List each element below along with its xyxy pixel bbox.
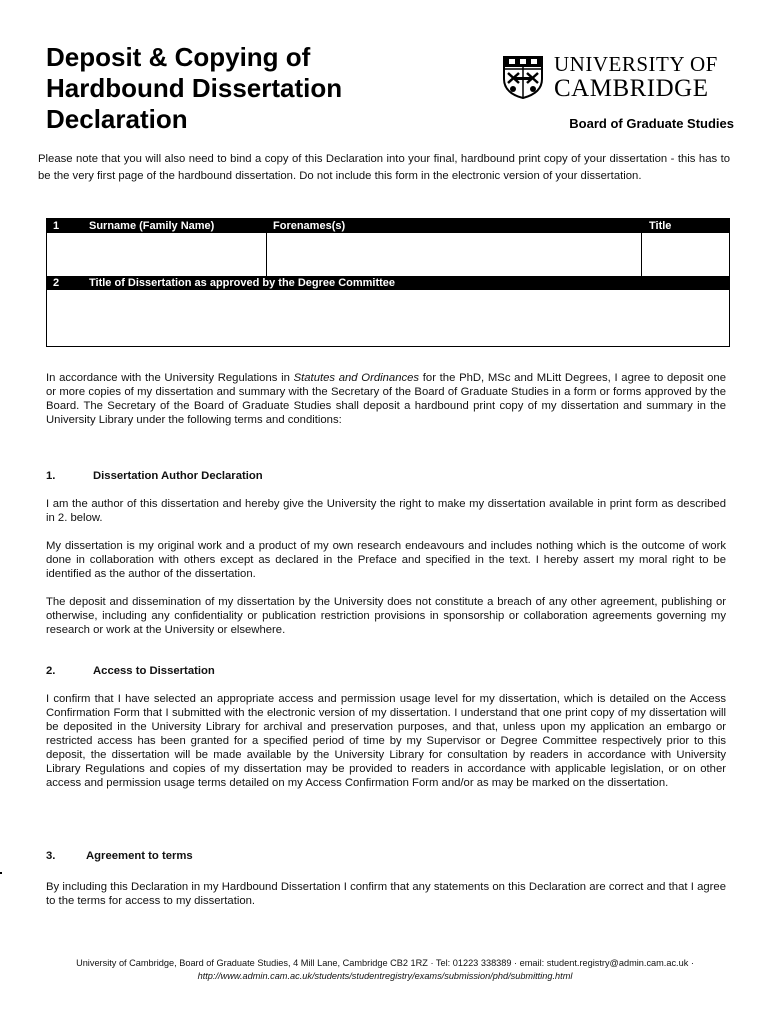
section-3-number: 3. [46,850,56,862]
section-1-paragraph-1: I am the author of this dissertation and hereby give the University the right to make my dissertation available in print form as described in 2. below. [46,498,726,524]
section-1-paragraph-2: My dissertation is my original work and a product of my own research endeavours and includes nothing which is the outcome of work done in collaboration with others except as declared in the Preface and specified in the text. I hereby assert my moral right to be identified as the author of the dissertation. [46,540,726,580]
section-1-paragraph-3: The deposit and dissemination of my dissertation by the University does not constitute a breach of any other agreement, publishing or otherwise, including any confidentiality or publication restriction provisions in sponsorship or collaboration agreements governing my research or work at the University or elsewhere. [46,596,726,636]
student-details-table [46,218,730,347]
page-footer [20,957,750,983]
title-line-3: Declaration [46,104,188,134]
title-line-1: Deposit & Copying of [46,42,311,72]
declaration-text-post: for the PhD, MSc and MLitt Degrees, I agree to deposit one or more copies of my dissertation and summary with the Secretary of the Board of Graduate Studies in a form or forms approved by the Board. The Secretary of the Board of Graduate Studies shall deposit a hardbound print copy of my dissertation and summary in the University Library under the following terms and conditions: [46,372,727,426]
university-name-line-1: UNIVERSITY OF [554,52,718,76]
forenames-label: Forenames(s) [273,220,346,232]
row-2-number: 2 [53,277,60,289]
margin-mark [0,872,2,874]
forenames-field[interactable] [267,233,641,276]
board-name: Board of Graduate Studies [569,116,734,131]
declaration-text-pre: In accordance with the University Regulations in [46,372,294,384]
section-1-heading: Dissertation Author Declaration [93,470,263,482]
statutes-reference: Statutes and Ordinances [293,372,420,384]
dissertation-title-field[interactable] [47,290,729,346]
university-name-line-2: CAMBRIDGE [554,75,709,102]
title-field[interactable] [642,233,730,276]
title-label: Title [649,220,672,232]
row-2-header [47,276,729,290]
university-logo [502,52,732,102]
surname-field[interactable] [47,233,266,276]
title-line-2: Hardbound Dissertation [46,73,343,103]
footer-address: University of Cambridge, Board of Graduate Studies, 4 Mill Lane, Cambridge CB2 1RZ · Tel: 01223 338389 · email: student.registry@admin.cam.ac.uk · [76,958,694,968]
section-3-paragraph-1: By including this Declaration in my Hardbound Dissertation I confirm that any statements on this Declaration are correct and that I agree to the terms for access to my dissertation. [46,881,726,907]
section-2-number: 2. [46,665,56,677]
section-1-number: 1. [46,470,56,482]
footer-url-link[interactable]: http://www.admin.cam.ac.uk/students/studentregistry/exams/submission/phd/submitting.html [197,971,573,981]
row-1-number: 1 [53,220,60,232]
row-1-header [47,219,729,233]
declaration-paragraph [46,371,726,427]
section-2-paragraph-1: I confirm that I have selected an appropriate access and permission usage level for my dissertation, which is detailed on the Access Confirmation Form that I submitted with the electronic version of my dissertation. I understand that one print copy of my dissertation will be deposited in the University Library for archival and preservation purposes, and that, unless upon my application an embargo or restricted access has been granted for a specified period of time by my Supervisor or Degree Committee respectively prior to this deposit, the dissertation will be made available by the University Library for consultation by readers in accordance with University Library Regulations and copies of my dissertation may be provided to readers in accordance with applicable legislation, or on other access and permission usage terms detailed on my Access Confirmation Form and/or as may be marked on the dissertation. [46,693,726,789]
section-3-heading: Agreement to terms [86,850,193,862]
surname-label: Surname (Family Name) [89,220,215,232]
section-2-heading: Access to Dissertation [93,665,215,677]
dissertation-title-label: Title of Dissertation as approved by the Degree Committee [89,277,396,289]
page-title [46,42,342,135]
cambridge-crest-icon [502,55,544,99]
intro-note: Please note that you will also need to bind a copy of this Declaration into your final, hardbound print copy of your dissertation - this has to be the very first page of the hardbound dissertation. Do not include this form in the electronic version of your dissertation. [38,153,730,182]
